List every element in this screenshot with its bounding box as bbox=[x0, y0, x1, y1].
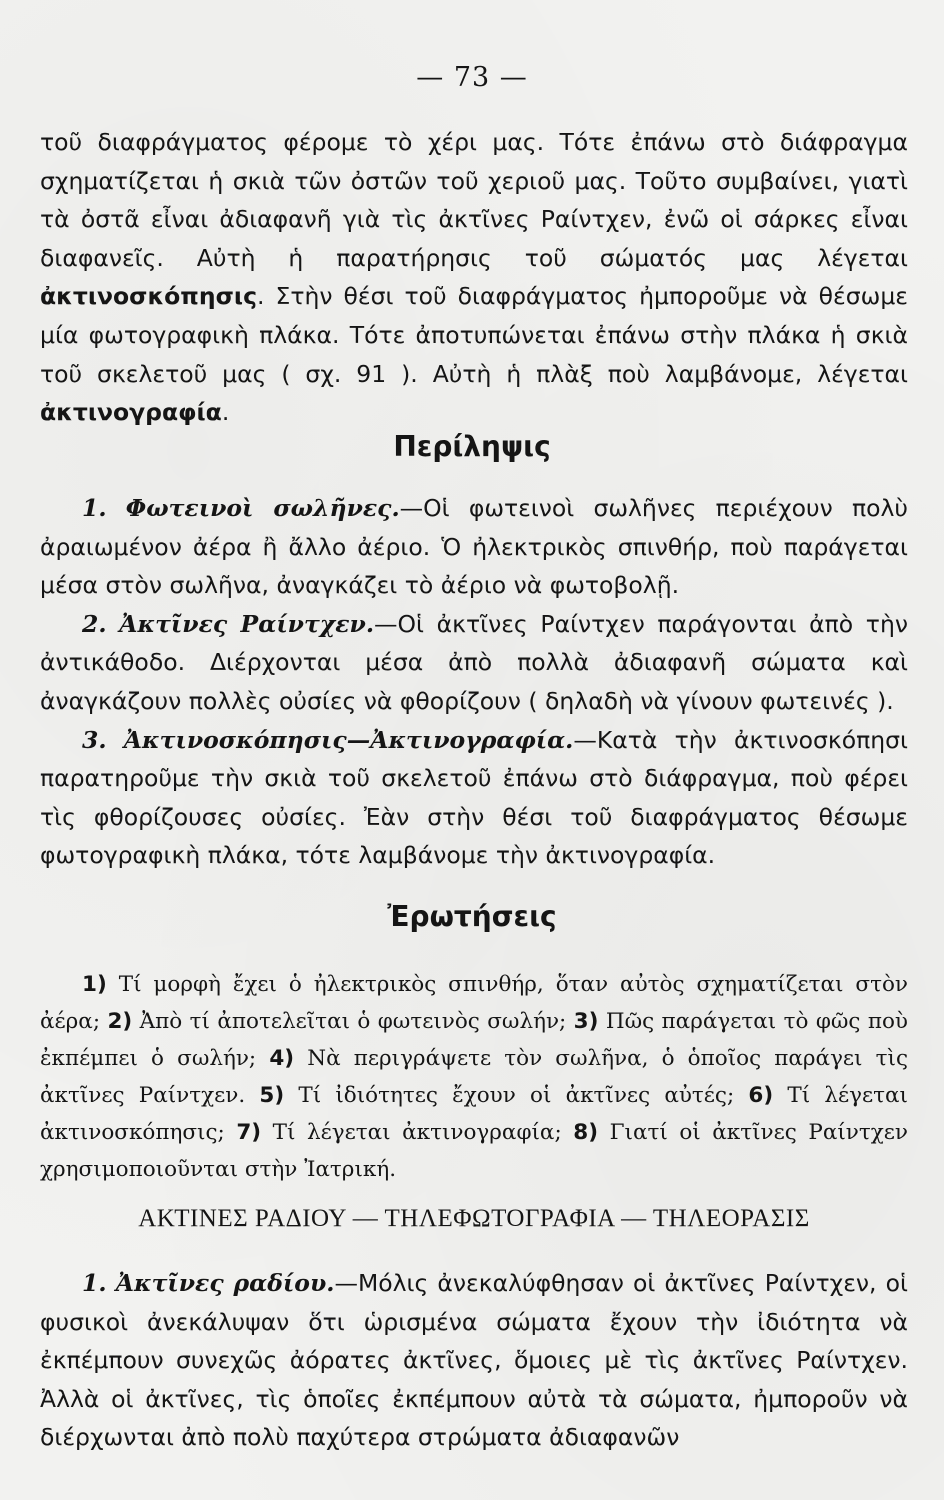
question-text: Τί λέγεται ἀκτινοσκόπησις; bbox=[40, 1083, 908, 1145]
question-text: Νὰ περιγράψετε τὸν σωλῆνα, ὁ ὁποῖος παράγει τὶς ἀκτῖνες Ραίντχεν. bbox=[40, 1046, 908, 1108]
summary-item-number: 1. bbox=[82, 494, 107, 522]
summary-item-3 bbox=[40, 721, 908, 875]
section-title: ΑΚΤΙΝΕΣ ΡΑΔΙΟΥ — ΤΗΛΕΦΩΤΟΓΡΑΦΙΑ — ΤΗΛΕΟΡΑΣΙΣ bbox=[138, 1205, 810, 1232]
questions-paragraph bbox=[40, 966, 908, 1188]
summary-item-number: 3. bbox=[82, 725, 107, 754]
page-number: — 73 — bbox=[416, 62, 528, 93]
question-text: Ἀπὸ τί ἀποτελεῖται ὁ φωτεινὸς σωλήν; bbox=[132, 1009, 574, 1034]
summary-item-2 bbox=[40, 605, 908, 721]
summary-item-text: —Οἱ ἀκτῖνες Ραίντχεν παράγονται ἀπὸ τὴν ἀντικάθοδο. Διέρχονται μέσα ἀπὸ πολλὰ ἀδιαφανῆ σώματα καὶ ἀναγκάζουν πολλὲς οὐσίες νὰ φθορίζουν ( δηλαδὴ νὰ γίνουν φωτεινές ). bbox=[40, 609, 908, 715]
intro-text-2: . Στὴν θέσι τοῦ διαφράγματος ἠμποροῦμε νὰ θέσωμε μία φωτογραφικὴ πλάκα. Τότε ἀποτυπώνεται ἐπάνω στὴν πλάκα ἡ σκιὰ τοῦ σκελετοῦ μας ( σχ. 91 ). Αὐτὴ ἡ πλὰξ ποὺ λαμβάνομε, λέγεται bbox=[40, 282, 908, 388]
summary-item-number: 2. bbox=[82, 609, 107, 638]
question-number: 3) bbox=[573, 1009, 599, 1034]
summary-item-title: Ἀκτινοσκόπησις—Ἀκτινογραφία. bbox=[123, 725, 574, 754]
summary-block bbox=[40, 489, 908, 875]
question-number: 5) bbox=[259, 1083, 285, 1108]
intro-block bbox=[40, 123, 908, 432]
intro-text-3: . bbox=[221, 398, 230, 427]
section-item-text: —Μόλις ἀνεκαλύφθησαν οἱ ἀκτῖνες Ραίντχεν, οἱ φυσικοὶ ἀνεκάλυψαν ὅτι ὡρισμένα σώματα ἔχουν τὴν ἰδιότητα νὰ ἐκπέμπουν συνεχῶς ἀόρατες ἀκτῖνες, ὅμοιες μὲ τὶς ἀκτῖνες Ραίντχεν. Ἀλλὰ οἱ ἀκτῖνες, τὶς ὁποῖες ἐκπέμπουν αὐτὰ τὰ σώματα, ἠμποροῦν νὰ διέρχωνται ἀπὸ πολὺ παχύτερα στρώματα ἀδιαφανῶν bbox=[40, 1269, 909, 1452]
summary-heading: Περίληψις bbox=[393, 430, 551, 463]
question-text: Τί λέγεται ἀκτινογραφία; bbox=[261, 1120, 574, 1145]
section-item-title: Ἀκτῖνες ραδίου. bbox=[115, 1269, 335, 1297]
section-item-1 bbox=[40, 1264, 908, 1457]
question-text: Τί ἰδιότητες ἔχουν οἱ ἀκτῖνες αὐτές; bbox=[284, 1083, 749, 1108]
summary-item-text: —Κατὰ τὴν ἀκτινοσκόπησι παρατηροῦμε τὴν σκιὰ τοῦ σκελετοῦ ἐπάνω στὸ διάφραγμα, ποὺ φέρει τὶς φθορίζουσες οὐσίες. Ἐὰν στὴν θέσι τοῦ διαφράγματος θέσωμε φωτογραφικὴ πλάκα, τότε λαμβάνομε τὴν ἀκτινογραφία. bbox=[40, 725, 908, 870]
summary-item-text: —Οἱ φωτεινοὶ σωλῆνες περιέχουν πολὺ ἀραιωμένον ἀέρα ἢ ἄλλο ἀέριο. Ὁ ἠλεκτρικὸς σπινθήρ, ποὺ παράγεται μέσα στὸν σωλῆνα, ἀναγκάζει τὸ ἀέριο νὰ φωτοβολῇ. bbox=[40, 494, 908, 600]
question-text: Τί μορφὴ ἔχει ὁ ἠλεκτρικὸς σπινθήρ, ὅταν αὐτὸς σχηματίζεται στὸν ἀέρα; bbox=[40, 972, 908, 1034]
summary-item-title: Φωτεινοὶ σωλῆνες. bbox=[125, 494, 400, 522]
intro-text-1: τοῦ διαφράγματος φέρομε τὸ χέρι μας. Τότε ἐπάνω στὸ διάφραγμα σχηματίζεται ἡ σκιὰ τῶν ὀστῶν τοῦ χεριοῦ μας. Τοῦτο συμβαίνει, γιατὶ τὰ ὀστᾶ εἶναι ἀδιαφανῆ γιὰ τὶς ἀκτῖνες Ραίντχεν, ἐνῶ οἱ σάρκες εἶναι διαφανεῖς. Αὐτὴ ἡ παρατήρησις τοῦ σώματός μας λέγεται bbox=[40, 128, 908, 272]
question-number: 2) bbox=[107, 1009, 133, 1034]
question-number: 6) bbox=[748, 1083, 774, 1108]
summary-item-1 bbox=[40, 489, 908, 605]
intro-paragraph bbox=[40, 123, 908, 432]
question-number: 4) bbox=[269, 1046, 295, 1071]
term-aktinoskopisis: ἀκτινοσκόπησις bbox=[40, 282, 257, 311]
questions-heading: Ἐρωτήσεις bbox=[387, 900, 557, 933]
section-item-number: 1. bbox=[82, 1269, 107, 1297]
questions-block bbox=[40, 966, 908, 1188]
question-number: 7) bbox=[236, 1120, 262, 1145]
question-number: 8) bbox=[573, 1120, 599, 1145]
section-block bbox=[40, 1264, 908, 1457]
question-number: 1) bbox=[82, 972, 107, 997]
question-text: Πῶς παράγεται τὸ φῶς ποὺ ἐκπέμπει ὁ σωλήν; bbox=[40, 1009, 908, 1071]
summary-item-title: Ἀκτῖνες Ραίντχεν. bbox=[119, 609, 375, 638]
term-aktinografia: ἀκτινογραφία bbox=[40, 398, 222, 427]
question-text: Γιατί οἱ ἀκτῖνες Ραίντχεν χρησιμοποιοῦνται στὴν Ἰατρική. bbox=[40, 1120, 908, 1182]
